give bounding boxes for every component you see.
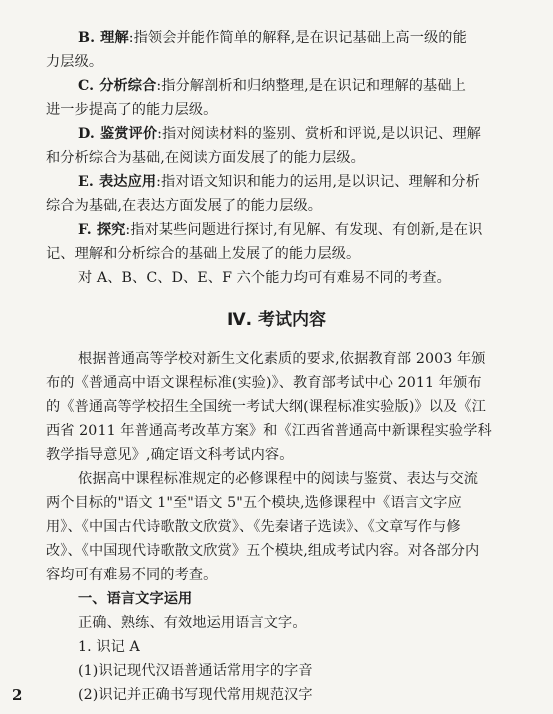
paragraph-line: 教学指导意见》,确定语文科考试内容。 [46,447,294,463]
term-label: B. 理解 [78,30,129,46]
page-number: 2 [12,686,23,704]
paragraph-line: 正确、熟练、有效地运用语言文字。 [78,615,307,631]
subsection-heading: 一、语言文字运用 [78,591,193,607]
paragraph-line: 西省 2011 年普通高考改革方案》和《江西省普通高中新课程实验学科 [46,423,492,439]
paragraph-line: 的《普通高等学校招生全国统一考试大纲(课程标准实验版)》以及《江 [46,399,486,415]
paragraph-line: 布的《普通高中语文课程标准(实验)》、教育部考试中心 2011 年颁布 [46,375,482,391]
paragraph-line: 和分析综合为基础,在阅读方面发展了的能力层级。 [46,150,365,166]
paragraph-line: 力层级。 [46,54,104,70]
term-label: D. 鉴赏评价 [78,126,158,142]
paragraph-line: 用》、《中国古代诗歌散文欣赏》、《先秦诸子选读》、《文章写作与修 [46,519,461,535]
paragraph-line: B. 理解:指领会并能作简单的解释,是在识记基础上高一级的能 [78,30,467,46]
paragraph-line: 根据普通高等学校对新生文化素质的要求,依据教育部 2003 年颁 [78,351,486,367]
paragraph-line: 记、理解和分析综合的基础上发展了的能力层级。 [46,246,361,262]
list-item: 1. 识记 A [78,639,140,655]
paragraph-line: 依据高中课程标准规定的必修课程中的阅读与鉴赏、表达与交流 [78,471,479,487]
list-item: (2)识记并正确书写现代常用规范汉字 [78,687,313,703]
term-label: E. 表达应用 [78,174,157,190]
section-heading: Ⅳ. 考试内容 [226,310,327,330]
paragraph-line: 对 A、B、C、D、E、F 六个能力均可有难易不同的考查。 [78,270,451,286]
paragraph-line: D. 鉴赏评价:指对阅读材料的鉴别、赏析和评说,是以识记、理解 [78,126,481,142]
paragraph-line: 两个目标的"语文 1"至"语文 5"五个模块,选修课程中《语言文字应 [46,495,462,511]
paragraph-line: 进一步提高了的能力层级。 [46,102,218,118]
list-item: (1)识记现代汉语普通话常用字的字音 [78,663,313,679]
paragraph-line: 容均可有难易不同的考查。 [46,567,218,583]
paragraph-line: F. 探究:指对某些问题进行探讨,有见解、有发现、有创新,是在识 [78,222,483,238]
paragraph-line: 综合为基础,在表达方面发展了的能力层级。 [46,198,323,214]
term-label: F. 探究 [78,222,126,238]
term-label: C. 分析综合 [78,78,157,94]
paragraph-line: C. 分析综合:指分解剖析和归纳整理,是在识记和理解的基础上 [78,78,466,94]
paragraph-line: E. 表达应用:指对语文知识和能力的运用,是以识记、理解和分析 [78,174,480,190]
paragraph-line: 改》、《中国现代诗歌散文欣赏》五个模块,组成考试内容。对各部分内 [46,543,480,559]
